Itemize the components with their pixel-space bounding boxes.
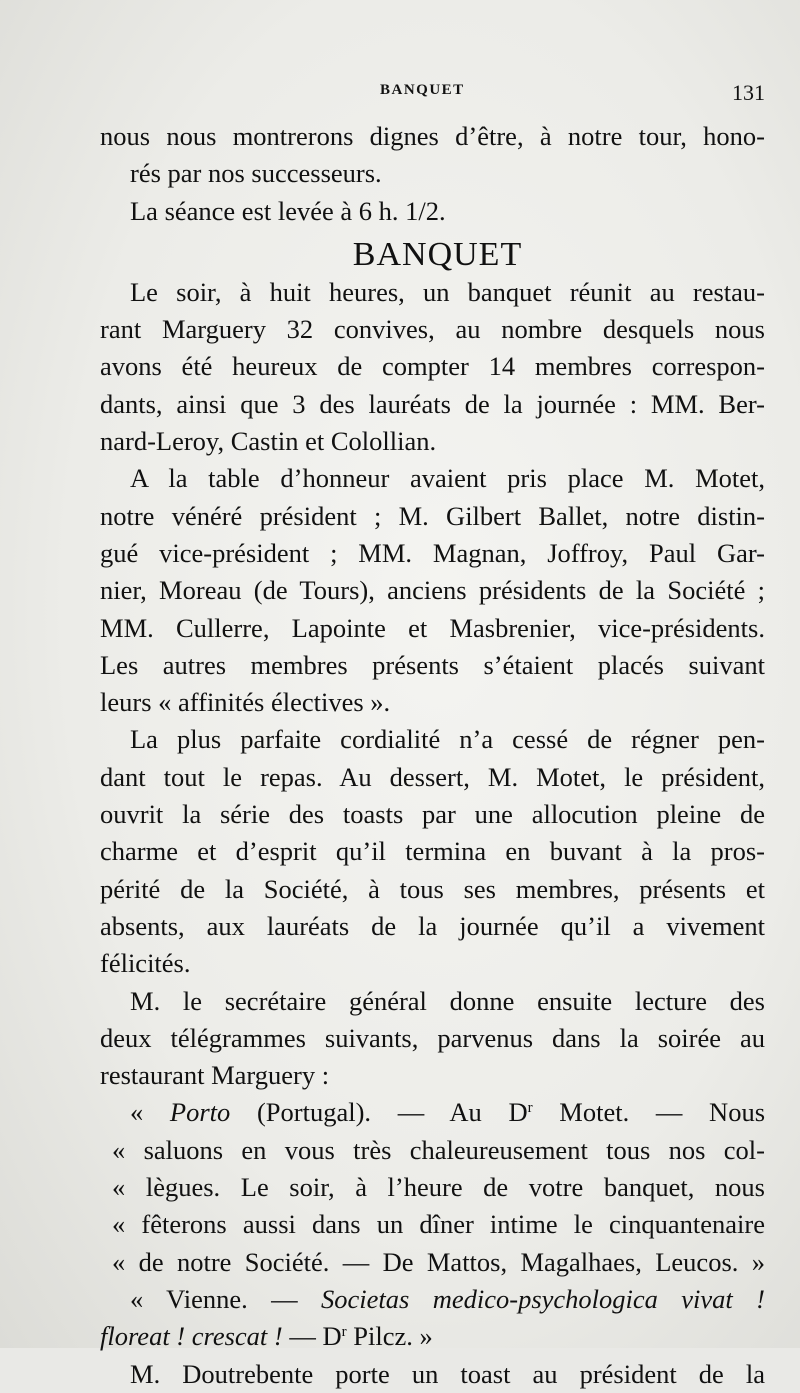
text-line: Les autres membres présents s’étaient placés suivant: [100, 649, 765, 680]
text-line: La séance est levée à 6 h. 1/2.: [130, 195, 446, 226]
text-line: M. le secrétaire général donne ensuite lecture des: [130, 985, 765, 1016]
quote-text: Pilcz. »: [346, 1321, 433, 1352]
body-text: [100, 118, 765, 1393]
running-title: BANQUET: [380, 82, 465, 98]
quote-line: « fêterons aussi dans un dîner intime le cinquantenaire: [112, 1209, 765, 1240]
quote-text: (Portugal). — Au D: [230, 1097, 528, 1128]
quote-text: « Vienne. —: [130, 1283, 322, 1314]
text-line: absents, aux lauréats de la journée qu’il a vivement: [100, 910, 765, 941]
superscript: r: [527, 1100, 533, 1117]
text-line: nier, Moreau (de Tours), anciens présidents de la Société ;: [100, 575, 765, 606]
latin-text: floreat ! crescat !: [100, 1321, 283, 1352]
text-line: dant tout le repas. Au dessert, M. Motet, le président,: [100, 761, 765, 792]
text-line: rés par nos successeurs.: [130, 158, 382, 189]
text-line: deux télégrammes suivants, parvenus dans la soirée au: [100, 1022, 765, 1053]
text-line: A la table d’honneur avaient pris place M. Motet,: [130, 463, 765, 494]
quote-line: [100, 1318, 765, 1355]
text-line: Le soir, à huit heures, un banquet réunit au restau-: [130, 276, 765, 307]
text-line: MM. Cullerre, Lapointe et Masbrenier, vice-présidents.: [100, 612, 765, 643]
quote-line: « saluons en vous très chaleureusement tous nos col-: [112, 1134, 765, 1165]
quote-text: Motet. — Nous: [532, 1097, 766, 1128]
superscript: r: [341, 1324, 347, 1341]
quote-line: [100, 1281, 765, 1318]
text-line: nous nous montrerons dignes d’être, à notre tour, hono-: [100, 121, 765, 151]
latin-text: Societas medico-psychologica vivat !: [321, 1283, 765, 1314]
section-title: BANQUET: [352, 235, 523, 273]
text-line: restaurant Marguery :: [100, 1060, 330, 1091]
text-line: gué vice-président ; MM. Magnan, Joffroy, Paul Gar-: [100, 537, 765, 568]
text-line: leurs « affinités électives ».: [100, 687, 391, 718]
text-line: dants, ainsi que 3 des lauréats de la journée : MM. Ber-: [100, 388, 765, 419]
quote-place: Porto: [169, 1097, 231, 1128]
text-line: notre vénéré président ; M. Gilbert Ballet, notre distin-: [100, 500, 765, 531]
text-line: charme et d’esprit qu’il termina en buvant à la pros-: [100, 836, 765, 867]
quote-line: « de notre Société. — De Mattos, Magalhaes, Leucos. »: [112, 1246, 765, 1277]
text-line: félicités.: [100, 948, 191, 979]
text-line: rant Marguery 32 convives, au nombre desquels nous: [100, 314, 765, 345]
page-number: 131: [732, 80, 765, 105]
text-line: La plus parfaite cordialité n’a cessé de régner pen-: [130, 724, 765, 755]
text-line: avons été heureux de compter 14 membres correspon-: [100, 351, 765, 382]
text-line: M. Doutrebente porte un toast au président de la: [130, 1358, 765, 1389]
quote-line: « lègues. Le soir, à l’heure de votre banquet, nous: [112, 1172, 765, 1203]
text-line: ouvrit la série des toasts par une allocution pleine de: [100, 799, 765, 830]
text-line: périté de la Société, à tous ses membres, présents et: [100, 873, 765, 904]
quote-open: «: [130, 1097, 170, 1128]
quote-text: — D: [282, 1321, 342, 1352]
running-head: [100, 80, 765, 106]
quote-line: [100, 1094, 765, 1131]
text-line: nard-Leroy, Castin et Colollian.: [100, 426, 437, 457]
